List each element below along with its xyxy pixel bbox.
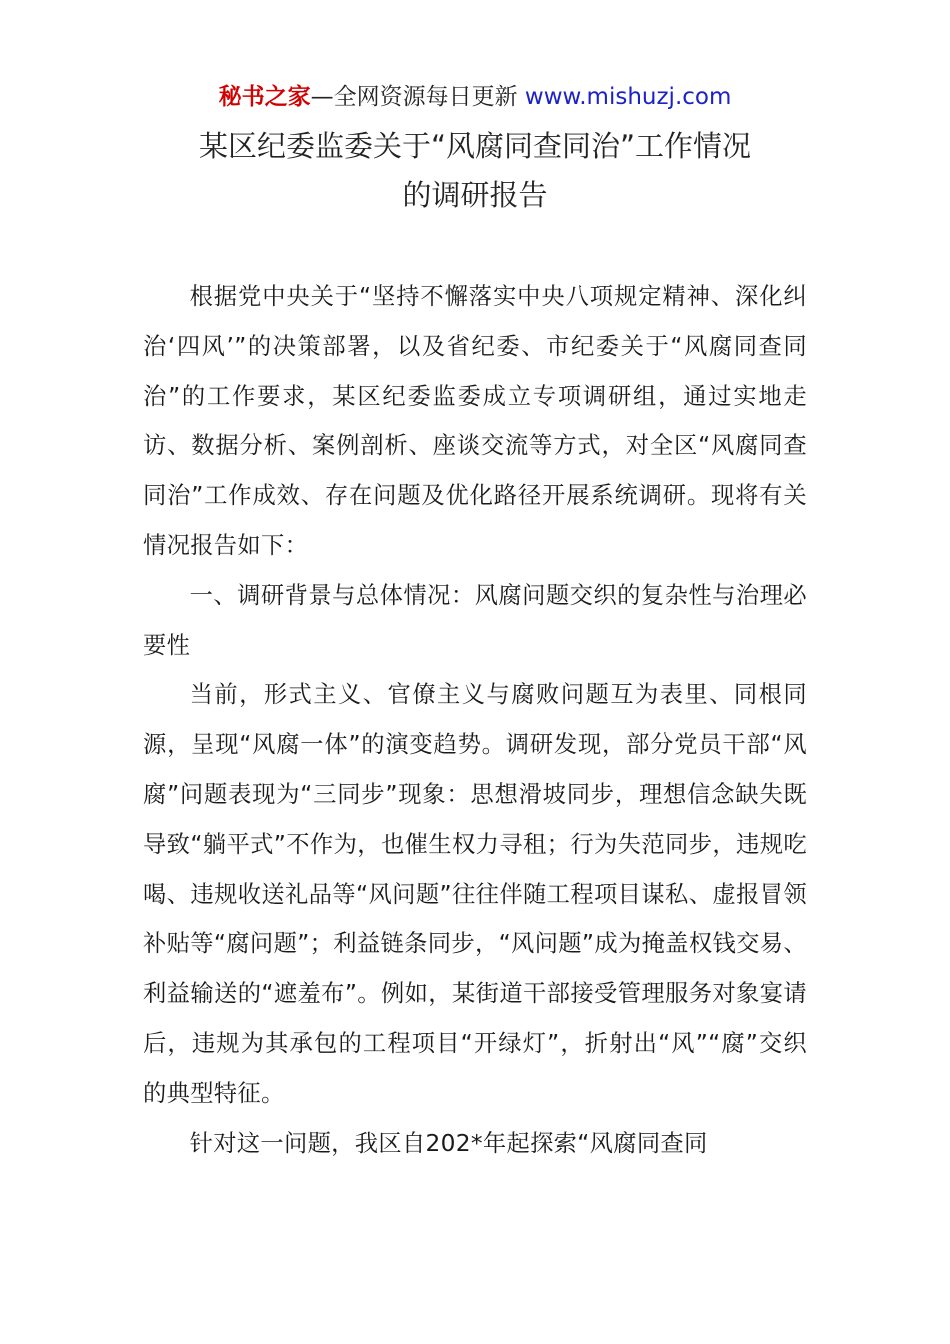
paragraph-intro: 根据党中央关于“坚持不懈落实中央八项规定精神、深化纠治‘四风’”的决策部署，以及省纪委、市纪委关于“风腐同查同治”的工作要求，某区纪委监委成立专项调研组，通过实地走访、数据分析、案例剖析、座谈交流等方式，对全区“风腐同查同治”工作成效、存在问题及优化路径开展系统调研。现将有关情况报告如下： xyxy=(143,283,807,559)
document-title xyxy=(100,122,850,220)
paragraph-response: 针对这一问题，我区自202*年起探索“风腐同查同 xyxy=(189,1129,708,1157)
brand-name: 秘书之家 xyxy=(218,84,311,110)
site-header xyxy=(0,80,950,114)
document-body xyxy=(143,272,807,1168)
header-tagline: —全网资源每日更新 xyxy=(310,84,518,110)
paragraph-background: 当前，形式主义、官僚主义与腐败问题互为表里、同根同源，呈现“风腐一体”的演变趋势。调研发现，部分党员干部“风腐”问题表现为“三同步”现象：思想滑坡同步，理想信念缺失既导致“躺平式”不作为，也催生权力寻租；行为失范同步，违规吃喝、违规收送礼品等“风问题”往往伴随工程项目谋私、虚报冒领补贴等“腐问题”；利益链条同步，“风问题”成为掩盖权钱交易、利益输送的“遮羞布”。例如，某街道干部接受管理服务对象宴请后，违规为其承包的工程项目“开绿灯”，折射出“风”“腐”交织的典型特征。 xyxy=(143,681,807,1107)
title-line-2: 的调研报告 xyxy=(402,178,548,212)
title-line-1: 某区纪委监委关于“风腐同查同治”工作情况 xyxy=(198,129,752,163)
site-url-link[interactable]: www.mishuzj.com xyxy=(524,84,732,110)
section-heading-1: 一、调研背景与总体情况：风腐问题交织的复杂性与治理必要性 xyxy=(143,581,807,659)
